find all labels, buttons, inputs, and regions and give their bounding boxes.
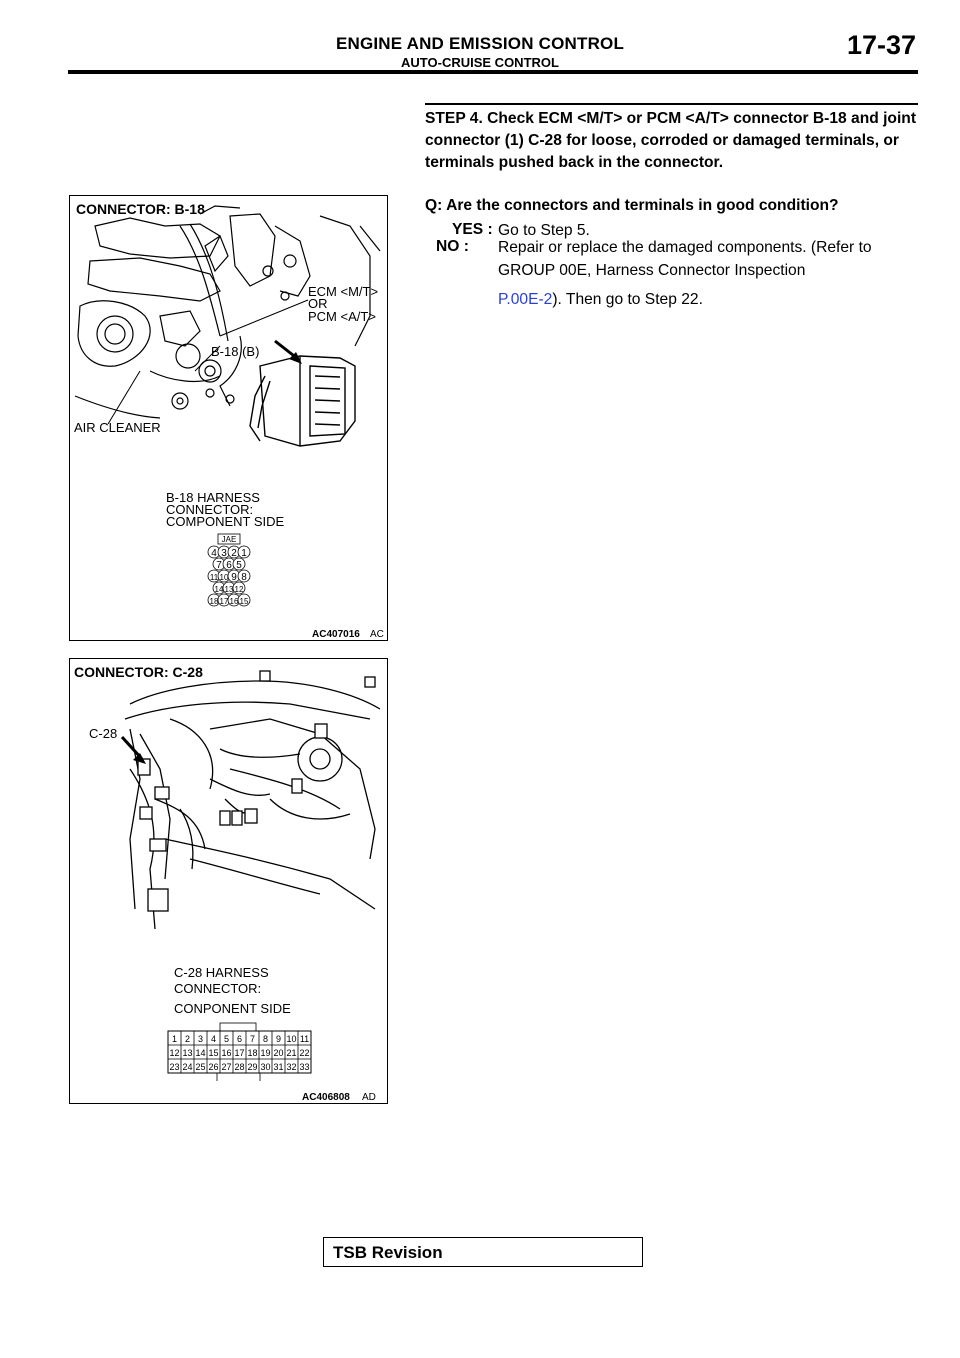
harness-label-line1: B-18 HARNESS xyxy=(166,490,260,505)
yes-label: YES : xyxy=(452,221,493,238)
pin: 2 xyxy=(184,1034,191,1044)
footer-text: TSB Revision xyxy=(333,1243,443,1262)
b18-pinout xyxy=(208,534,250,606)
figure-connector-c28 xyxy=(69,658,388,1104)
header-rule xyxy=(68,70,918,74)
pin: 18 xyxy=(247,1048,258,1058)
no-answer-text: Repair or replace the damaged components. (Refer to GROUP 00E, Harness Connector Inspection xyxy=(498,239,872,279)
no-answer xyxy=(498,236,922,311)
pin: 12 xyxy=(234,585,244,594)
label-or: OR xyxy=(308,296,328,311)
ecm-unit-illustration xyxy=(250,356,355,446)
yes-answer: Go to Step 5. xyxy=(498,222,590,239)
no-answer-end: ). Then go to Step 22. xyxy=(552,291,703,308)
pin: 2 xyxy=(231,548,237,559)
pin: 6 xyxy=(226,560,232,571)
pin: 32 xyxy=(286,1062,297,1072)
pin: 10 xyxy=(286,1034,297,1044)
page-number: 17-37 xyxy=(846,30,916,60)
leader-ecm xyxy=(220,300,308,336)
label-pcm: PCM <A/T> xyxy=(308,309,376,324)
pin: 4 xyxy=(210,1034,217,1044)
pin: 33 xyxy=(299,1062,310,1072)
pin: 19 xyxy=(260,1048,271,1058)
label-air-cleaner: AIR CLEANER xyxy=(74,420,161,435)
pin: 20 xyxy=(273,1048,284,1058)
pin: 16 xyxy=(221,1048,232,1058)
pin: 14 xyxy=(195,1048,206,1058)
step-question: Q: Are the connectors and terminals in good condition? xyxy=(425,197,839,214)
pin: 3 xyxy=(221,548,227,559)
pin: 11 xyxy=(299,1034,310,1044)
pin: 17 xyxy=(219,597,229,606)
no-label: NO : xyxy=(436,238,469,255)
figure-code: AC406808 xyxy=(302,1092,350,1103)
leader-air-cleaner xyxy=(108,371,140,424)
c28-pinout xyxy=(168,1023,311,1081)
label-c28: C-28 xyxy=(89,726,118,741)
pin: 9 xyxy=(231,572,237,583)
pin: 7 xyxy=(249,1034,256,1044)
pin: 11 xyxy=(209,573,219,582)
pin: 16 xyxy=(229,597,239,606)
pin: 1 xyxy=(241,548,247,559)
pin: 22 xyxy=(299,1048,310,1058)
pin: 15 xyxy=(239,597,249,606)
pin: 8 xyxy=(241,572,247,583)
pin: 9 xyxy=(275,1034,282,1044)
pin: 26 xyxy=(208,1062,219,1072)
figure-title: CONNECTOR: B-18 xyxy=(76,201,205,217)
pin: 15 xyxy=(208,1048,219,1058)
label-b18: B-18 (B) xyxy=(211,344,260,359)
harness-label-line3: CONPONENT SIDE xyxy=(174,1001,291,1016)
pin: 3 xyxy=(197,1034,204,1044)
pin: 13 xyxy=(182,1048,193,1058)
pin: 5 xyxy=(236,560,242,571)
harness-label-line3: COMPONENT SIDE xyxy=(166,514,285,529)
connector-tab xyxy=(220,1023,256,1031)
pin: 28 xyxy=(234,1062,245,1072)
harness-label-line2: CONNECTOR: xyxy=(174,981,262,996)
pin: 30 xyxy=(260,1062,271,1072)
figure-title: CONNECTOR: C-28 xyxy=(74,664,203,680)
section-subtitle: AUTO-CRUISE CONTROL xyxy=(401,55,559,70)
pin: 25 xyxy=(195,1062,206,1072)
figure-code: AC407016 xyxy=(312,629,360,640)
pin: 27 xyxy=(221,1062,232,1072)
figure-code-suffix: AD xyxy=(362,1092,376,1103)
pin: 6 xyxy=(236,1034,243,1044)
pin: 21 xyxy=(286,1048,297,1058)
pin: 1 xyxy=(171,1034,178,1044)
harness-label-line2: CONNECTOR: xyxy=(166,502,254,517)
pin: 4 xyxy=(211,548,217,559)
step-rule xyxy=(425,103,918,105)
pin: 18 xyxy=(209,597,219,606)
section-title: ENGINE AND EMISSION CONTROL xyxy=(335,34,625,53)
pin: 7 xyxy=(216,560,222,571)
pin: 31 xyxy=(273,1062,284,1072)
pin: 12 xyxy=(169,1048,180,1058)
reference-link[interactable]: P.00E-2 xyxy=(498,291,553,308)
pin: 24 xyxy=(182,1062,193,1072)
pin: 17 xyxy=(234,1048,245,1058)
harness-label-line1: C-28 HARNESS xyxy=(174,965,269,980)
pin: 29 xyxy=(247,1062,258,1072)
jae-label: JAE xyxy=(221,535,237,544)
pin: 23 xyxy=(169,1062,180,1072)
pin: 14 xyxy=(214,585,224,594)
pin: 13 xyxy=(224,585,234,594)
pin: 5 xyxy=(223,1034,230,1044)
pin: 8 xyxy=(262,1034,269,1044)
label-ecm: ECM <M/T> xyxy=(308,284,379,299)
figure-code-suffix: AC xyxy=(370,629,384,640)
step-heading: STEP 4. Check ECM <M/T> or PCM <A/T> connector B-18 and joint connector (1) C-28 for loose, corroded or damaged terminals, or terminals pushed back in the connector. xyxy=(425,110,917,171)
pin: 10 xyxy=(219,573,229,582)
figure-connector-b18 xyxy=(69,195,388,641)
